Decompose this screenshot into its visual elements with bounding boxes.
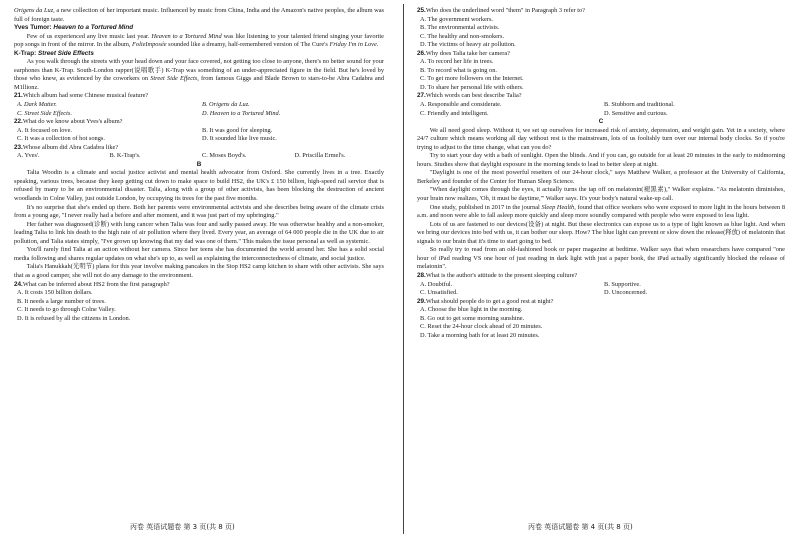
option-21c[interactable]: C. Street Side Effects. xyxy=(17,109,72,117)
passage-c-paragraph-5: One study, published in 2017 in the journal Sleep Health, found that office workers who were exposed to more light in the hours between 8 a.m. and noon were able to fall asleep more quickly and sleep more soundly compared with people who were exposed to less light. xyxy=(417,203,785,220)
question-26: 26.Why does Talia take her camera? A. To record her life in trees. B. To record what is going on. C. To get more followers on the Internet. D. To share her personal life with others. xyxy=(417,50,785,93)
option-27c[interactable]: C. Friendly and intelligent. xyxy=(420,109,489,117)
passage-b-paragraph-3: Her father was diagnosed(诊断) with lung cancer when Talia was four and sadly passed away. He was otherwise healthy and a non-smoker, leading Talia to link his death to the high rate of air pollution where they lived. Every year, an average of 64 000 people die in the UK due to air pollution, and Talia states simply, "I've grown up knowing that my dad was one of them." This makes the issue personal as well as systemic. xyxy=(14,220,384,245)
ktrap-heading: K-Trap: Street Side Effects xyxy=(14,49,94,57)
question-21: 21.Which album had some Chinese musical feature? A. Dark Matter. B. Origens da Luz. C. Street Side Effects. D. Heaven to a Tortured Mind. xyxy=(14,92,384,118)
passage-c-paragraph-4: "When daylight comes through the eyes, it actually turns the tap off on melatonin(褪黑素)," Walker explains. "As melatonin diminishes, your brain now realizes, 'Oh, it must be daytime,'" Walker says. It's your body's natural wake-up call. xyxy=(417,186,785,203)
left-column xyxy=(14,7,384,323)
option-27a[interactable]: A. Responsible and considerate. xyxy=(420,101,502,109)
option-26c[interactable]: C. To get more followers on the Internet. xyxy=(420,75,524,83)
option-27d[interactable]: D. Sensitive and curious. xyxy=(604,109,668,117)
intro-paragraph: Origens da Luz, a new collection of her important music. Influenced by music from China, India and the Amazon's native peoples, the album was full of foreign taste. xyxy=(14,7,384,23)
option-25c[interactable]: C. The healthy and non-smokers. xyxy=(420,32,505,40)
yves-heading: Yves Tumor: Heaven to a Tortured Mind xyxy=(14,24,134,32)
passage-b-paragraph-1: Talia Woodin is a climate and social justice activist and mental health advocator from Oxford. She currently lives in a tree. Exactly speaking, various trees, because they keep getting cut down to make space to build HS2, the UK's £ 150 billion, high-speed rail service that is refused by many to be an environmental disaster. Talia, along with a group of other activists, has been blocking the destruction of ancient woodlands in Colne Valley, just outside London, by occupying its trees for the past five months. xyxy=(14,169,384,203)
option-25b[interactable]: B. The environmental activists. xyxy=(420,24,500,32)
passage-c-paragraph-6: Lots of us are fastened to our devices(设备) at night. But these electronics can expose us to a type of light known as blue light. And when we bring our devices into bed with us, it can bother our sleep. How? The blue light can prevent or slow down the release(释放) of melatonin that signals to our brain that it's time to start going to bed. xyxy=(417,220,785,245)
question-23: 23.Whose album did Abra Cadabra like? A. Yves'. B. K-Trap's. C. Moses Boyd's. D. Priscilla Ermel's. xyxy=(14,144,384,161)
question-24: 24.What can be inferred about HS2 from the first paragraph? A. It costs 150 billion dollars. B. It needs a large number of trees. C. It needs to go through Colne Valley. D. It is refused by all the citizens in London. xyxy=(14,281,384,324)
passage-b-paragraph-2: It's no surprise that she's ended up there. Both her parents were environmental activists and she describes being aware of the climate crisis from a young age, "I never really had a before and after moment, and it was just part of my upbringing." xyxy=(14,203,384,220)
option-28a[interactable]: A. Doubtful. xyxy=(420,280,453,288)
section-c-heading: C xyxy=(598,118,604,126)
option-23d[interactable]: D. Priscilla Ermel's. xyxy=(294,152,346,160)
option-22a[interactable]: A. It focused on love. xyxy=(17,126,72,134)
option-21a[interactable]: A. Dark Matter. xyxy=(17,101,57,109)
option-22c[interactable]: C. It was a collection of hot songs. xyxy=(17,135,105,143)
option-28d[interactable]: D. Unconcerned. xyxy=(604,289,648,297)
option-28c[interactable]: C. Unsatisfied. xyxy=(420,289,458,297)
option-21b[interactable]: B. Origens da Luz. xyxy=(202,101,250,109)
option-22d[interactable]: D. It sounded like live music. xyxy=(202,135,277,143)
option-25d[interactable]: D. The victims of heavy air pollution. xyxy=(420,41,516,49)
passage-c-paragraph-2: Try to start your day with a bath of sunlight. Open the blinds. And if you can, go outside for at least 20 minutes in the early to midmorning hours. Studies show that daylight exposure in the morning tends to lead to better sleep at night. xyxy=(417,152,785,168)
option-23c[interactable]: C. Moses Boyd's. xyxy=(202,152,247,160)
option-22b[interactable]: B. It was good for sleeping. xyxy=(202,126,273,134)
option-29c[interactable]: C. Reset the 24-hour clock ahead of 20 minutes. xyxy=(420,323,543,331)
option-26a[interactable]: A. To record her life in trees. xyxy=(420,58,494,66)
section-b-heading: B xyxy=(196,160,202,168)
page-footer-right: 丙卷 英语试题卷 第 4 页(共 8 页) xyxy=(528,523,633,531)
right-column xyxy=(417,7,785,340)
option-26d[interactable]: D. To share her personal life with others. xyxy=(420,83,524,91)
passage-b-paragraph-5: Talia's Hanukkah(光明节) plans for this year involve making pancakes in the Stop HS2 camp kitchen to share with other activists. She says that as a good camper, she will not do any damage to the environment. xyxy=(14,263,384,279)
option-29b[interactable]: B. Go out to get some morning sunshine. xyxy=(420,314,525,322)
option-23b[interactable]: B. K-Trap's. xyxy=(109,152,141,160)
option-24b[interactable]: B. It needs a large number of trees. xyxy=(17,297,106,305)
column-divider xyxy=(403,4,404,534)
option-28b[interactable]: B. Supportive. xyxy=(604,280,641,288)
page-footer-left: 丙卷 英语试题卷 第 3 页(共 8 页) xyxy=(130,523,235,531)
question-29: 29.What should people do to get a good rest at night? A. Choose the blue light in the morning. B. Go out to get some morning sunshine. C. Reset the 24-hour clock ahead of 20 minutes. D. Take a morning bath for at least 20 minutes. xyxy=(417,298,785,341)
passage-c-paragraph-7: So really try to read from an old-fashioned book or paper magazine at bedtime. Walker says that when researchers have compared "one hour of iPad reading VS one hour of just reading in dark light with just a paper book, the iPad actually significantly blocked the release of melatonin". xyxy=(417,246,785,271)
passage-c-paragraph-3: "Daylight is one of the most powerful resetters of our 24-hour clock," says Matthew Walker, a professor at the University of California, Berkeley and founder of the Center for Human Sleep Science. xyxy=(417,169,785,185)
option-29a[interactable]: A. Choose the blue light in the morning. xyxy=(420,306,523,314)
passage-c-paragraph-1: We all need good sleep. Without it, we set up ourselves for increased risk of anxiety, depression, and weight gain. Yet in a society, where 24/7 culture which means working all day without rest is the mainstream, lots of us foolishly turn over our internal body clocks. So if you're trying to adjust to the time change, what can you do? xyxy=(417,126,785,151)
option-24c[interactable]: C. It needs to go through Colne Valley. xyxy=(17,306,116,314)
passage-b-paragraph-4: You'll rarely find Talia at an action without her camera. Since her teens she has documented the world around her. She has a solid social media following and shares regular updates on what she's up to, as well as explaining the interconnectedness of climate, and social justice. xyxy=(14,246,384,262)
option-29d[interactable]: D. Take a morning bath for at least 20 minutes. xyxy=(420,331,540,339)
option-26b[interactable]: B. To record what is going on. xyxy=(420,66,497,74)
ktrap-paragraph: As you walk through the streets with your head down and your face covered, not getting too close to anyone, there's no better sound for your earphones than K-Trap. South-London rapper(说唱歌手) K-Trap was something of an under-appreciated figure in the field. But he's loved by those who knew, as evidenced by the coworkers on Street Side Effects, from famous Giggs and Blade Brown to stars-to-be Abra Cadabra and M1llionz. xyxy=(14,58,384,91)
option-21d[interactable]: D. Heaven to a Tortured Mind. xyxy=(202,109,281,117)
question-25: 25.Who does the underlined word "them" in Paragraph 3 refer to? A. The government workers. B. The environmental activists. C. The healthy and non-smokers. D. The victims of heavy air pollution. xyxy=(417,7,785,50)
option-24a[interactable]: A. It costs 150 billion dollars. xyxy=(17,289,93,297)
question-28: 28.What is the author's attitude to the present sleeping culture? A. Doubtful. B. Supportive. C. Unsatisfied. D. Unconcerned. xyxy=(417,272,785,298)
option-27b[interactable]: B. Stubborn and traditional. xyxy=(604,101,675,109)
question-27: 27.Which words can best describe Talia? A. Responsible and considerate. B. Stubborn and traditional. C. Friendly and intelligent. D. Sensitive and curious. xyxy=(417,92,785,118)
yves-paragraph: Few of us experienced any live music last year. Heaven to a Tortured Mind was like listening to your talented friend singing your favorite pop songs in front of the mirror. In the album, FolieImposée sounded like a dreamy, half-remembered version of The Cure's Friday I'm in Love. xyxy=(14,32,384,49)
option-23a[interactable]: A. Yves'. xyxy=(17,152,40,160)
option-25a[interactable]: A. The government workers. xyxy=(420,15,493,23)
question-22: 22.What do we know about Yves's album? A. It focused on love. B. It was good for sleeping. C. It was a collection of hot songs. D. It sounded like live music. xyxy=(14,118,384,144)
option-24d[interactable]: D. It is refused by all the citizens in London. xyxy=(17,314,131,322)
